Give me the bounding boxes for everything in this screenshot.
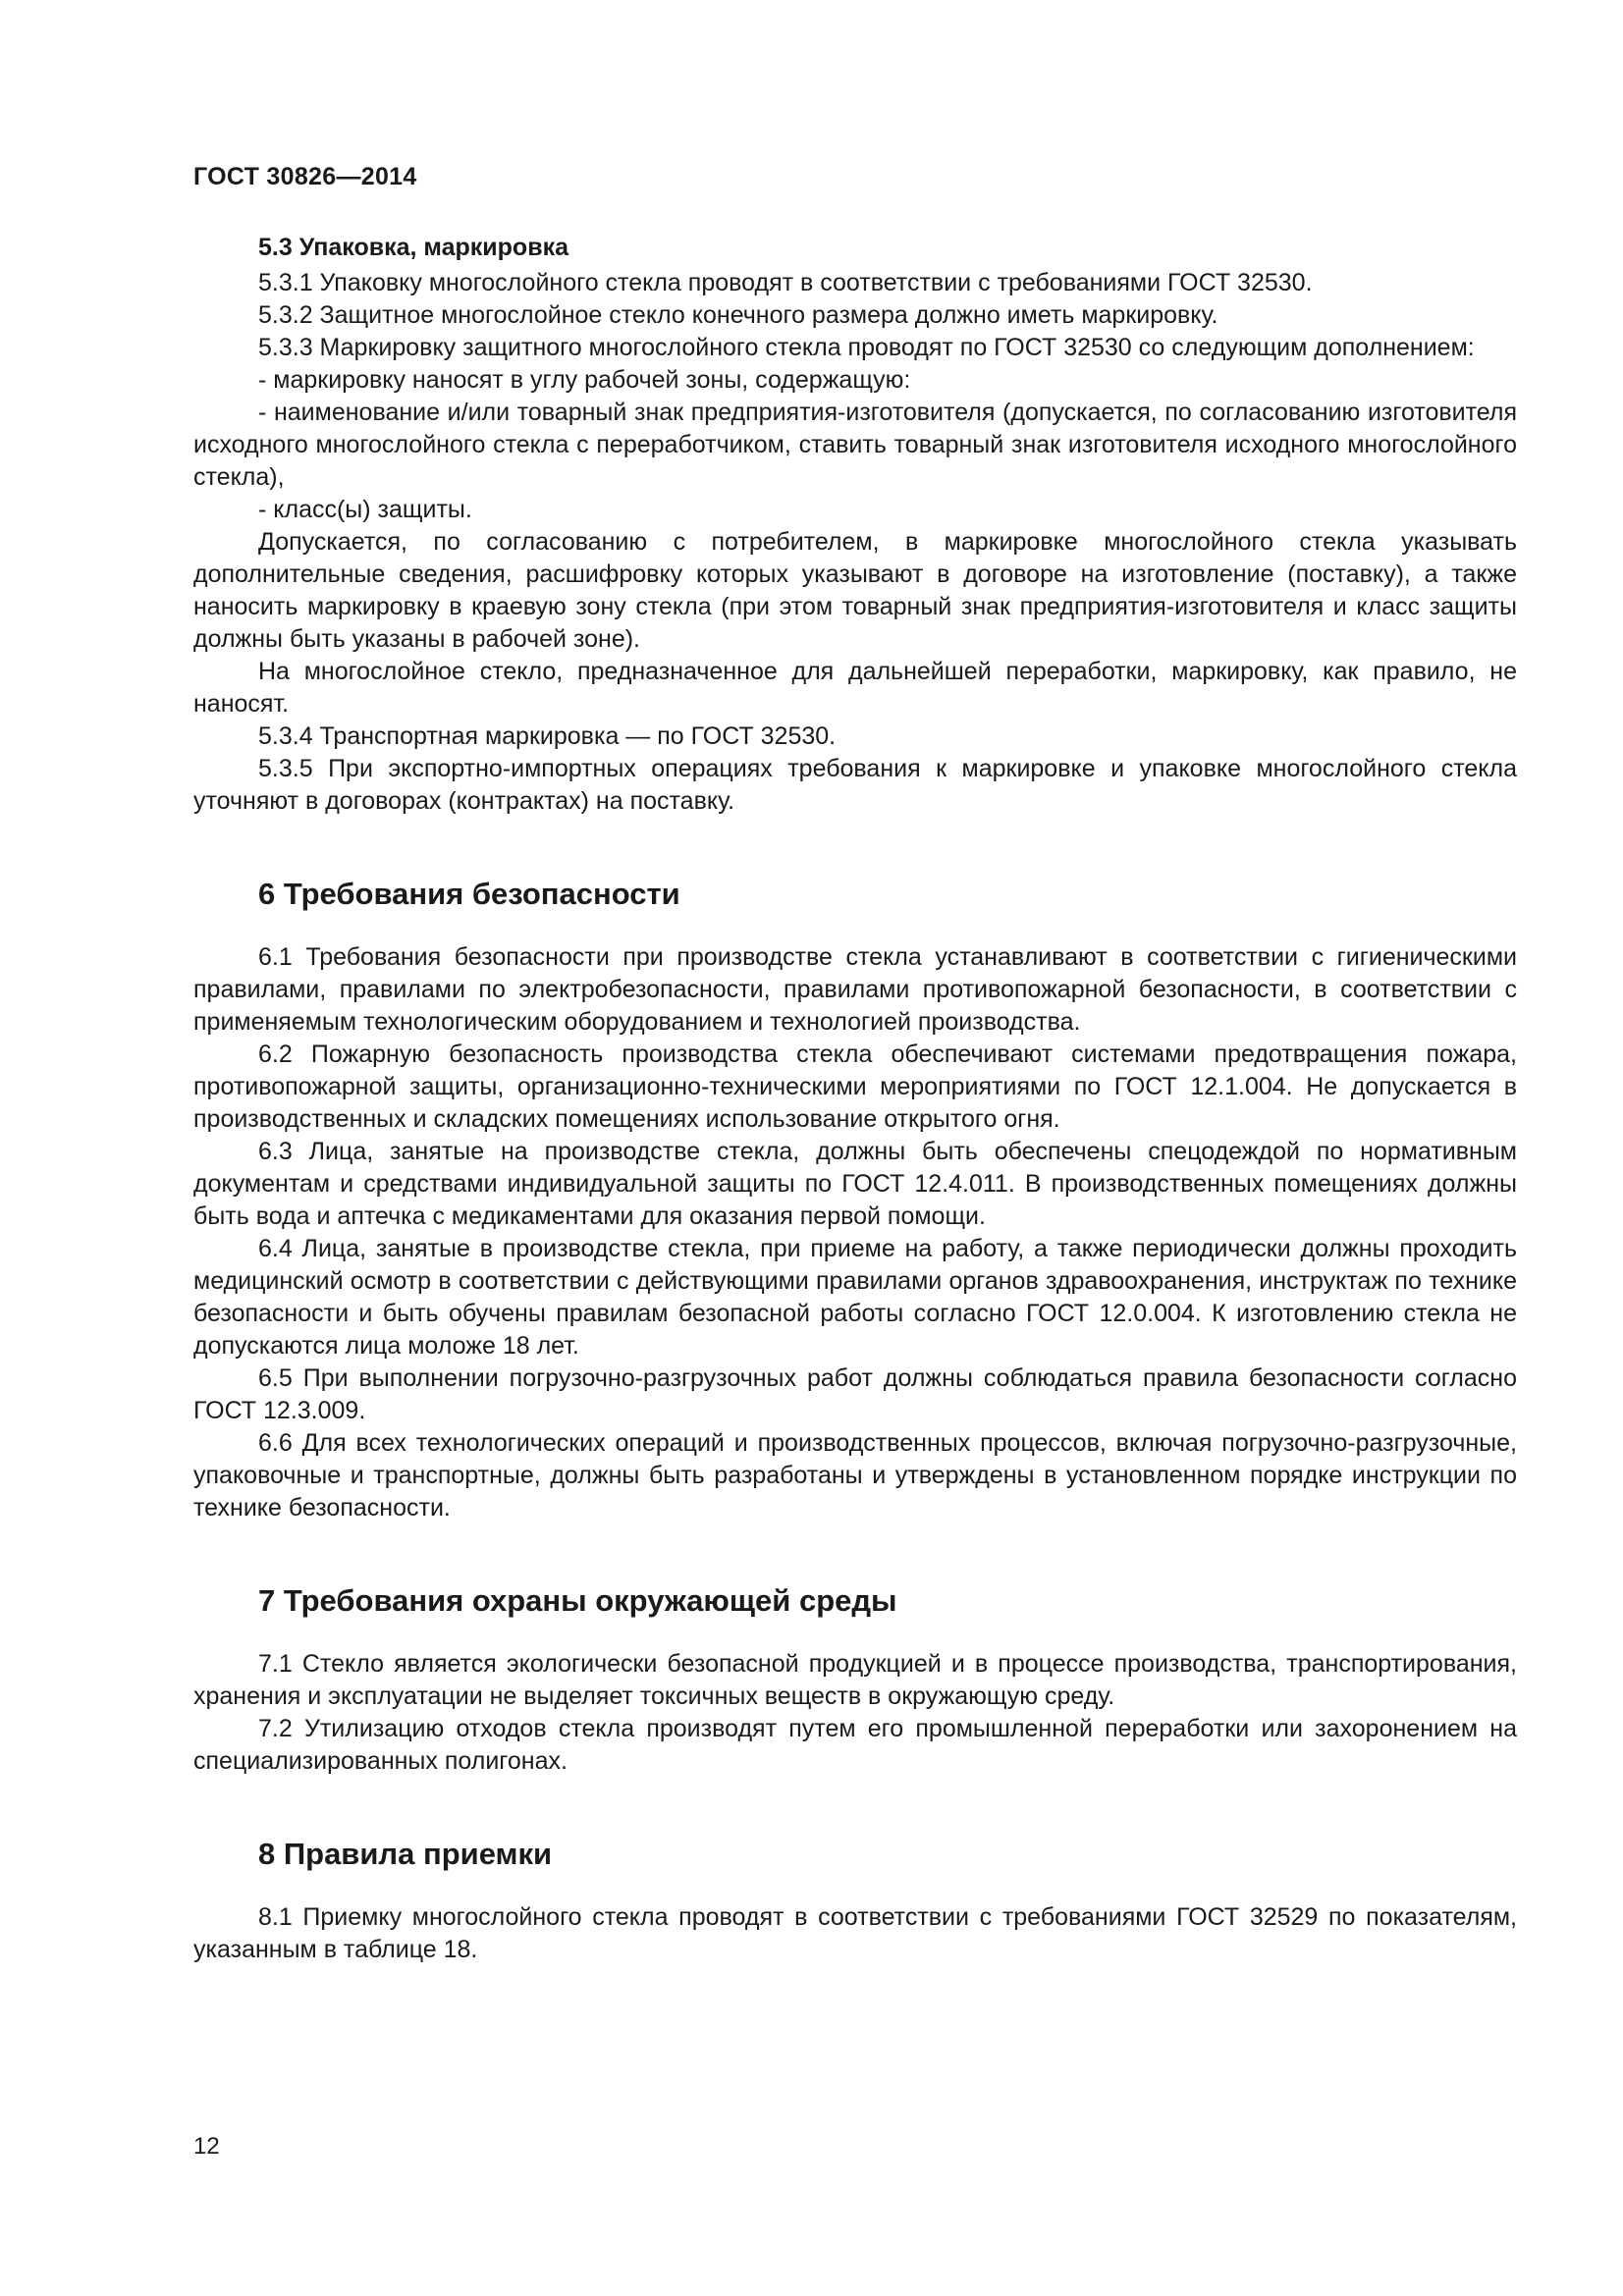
list-item-manufacturer-name: - наименование и/или товарный знак предприятия-изготовителя (допускается, по согласованию изготовителя исходного многослойного стекла с переработчиком, ставить товарный знак изготовителя исходного многослойного стекла), <box>193 399 1517 491</box>
document-body <box>193 232 1517 1966</box>
paragraph-no-marking: На многослойное стекло, предназначенное для дальнейшей переработки, маркировку, как правило, не наносят. <box>193 658 1517 718</box>
paragraph-5-3-5: 5.3.5 При экспортно-импортных операциях требования к маркировке и упаковке многослойного стекла уточняют в договорах (контрактах) на поставку. <box>193 755 1517 815</box>
list-item-protection-class: - класс(ы) защиты. <box>258 496 472 523</box>
paragraph-7-1: 7.1 Стекло является экологически безопасной продукцией и в процессе производства, транспортирования, хранения и эксплуатации не выделяет токсичных веществ в окружающую среду. <box>193 1650 1517 1710</box>
paragraph-6-6: 6.6 Для всех технологических операций и производственных процессов, включая погрузочно-разгрузочные, упаковочные и транспортные, должны быть разработаны и утверждены в установленном порядке инструкции по технике безопасности. <box>193 1429 1517 1522</box>
document-header: ГОСТ 30826—2014 <box>193 163 417 190</box>
section-title-6: 6 Требования безопасности <box>258 877 680 911</box>
paragraph-5-3-1: 5.3.1 Упаковку многослойного стекла проводят в соответствии с требованиями ГОСТ 32530. <box>258 269 1313 296</box>
paragraph-additional-info: Допускается, по согласованию с потребителем, в маркировке многослойного стекла указывать дополнительные сведения, расшифровку которых указывают в договоре на изготовление (поставку), а также наносить маркировку в краевую зону стекла (при этом товарный знак предприятия-изготовителя и класс защиты должны быть указаны в рабочей зоне). <box>193 528 1517 653</box>
paragraph-8-1: 8.1 Приемку многослойного стекла проводят в соответствии с требованиями ГОСТ 32529 по показателям, указанным в таблице 18. <box>193 1903 1517 1963</box>
section-title-7: 7 Требования охраны окружающей среды <box>258 1583 897 1618</box>
paragraph-5-3-3: 5.3.3 Маркировку защитного многослойного стекла проводят по ГОСТ 32530 со следующим дополнением: <box>258 334 1475 361</box>
list-item-marking-location: - маркировку наносят в углу рабочей зоны, содержащую: <box>258 366 911 394</box>
paragraph-6-3: 6.3 Лица, занятые на производстве стекла, должны быть обеспечены спецодеждой по нормативным документам и средствами индивидуальной защиты по ГОСТ 12.4.011. В производственных помещениях должны быть вода и аптечка с медикаментами для оказания первой помощи. <box>193 1138 1517 1230</box>
page-number: 12 <box>193 2133 220 2160</box>
paragraph-6-4: 6.4 Лица, занятые в производстве стекла, при приеме на работу, а также периодически должны проходить медицинский осмотр в соответствии с действующими правилами органов здравоохранения, инструктаж по технике безопасности и быть обучены правилам безопасной работы согласно ГОСТ 12.0.004. К изготовлению стекла не допускаются лица моложе 18 лет. <box>193 1235 1517 1360</box>
paragraph-5-3-4: 5.3.4 Транспортная маркировка — по ГОСТ 32530. <box>258 722 837 750</box>
paragraph-7-2: 7.2 Утилизацию отходов стекла производят путем его промышленной переработки или захоронением на специализированных полигонах. <box>193 1715 1517 1775</box>
paragraph-5-3-2: 5.3.2 Защитное многослойное стекло конечного размера должно иметь маркировку. <box>258 301 1218 329</box>
paragraph-6-2: 6.2 Пожарную безопасность производства стекла обеспечивают системами предотвращения пожара, противопожарной защиты, организационно-техническими мероприятиями по ГОСТ 12.1.004. Не допускается в производственных и складских помещениях использование открытого огня. <box>193 1041 1517 1133</box>
paragraph-6-1: 6.1 Требования безопасности при производстве стекла устанавливают в соответствии с гигиеническими правилами, правилами по электробезопасности, правилами противопожарной безопасности, в соответствии с применяемым технологическим оборудованием и технологией производства. <box>193 943 1517 1036</box>
subsection-title-5-3: 5.3 Упаковка, маркировка <box>258 234 568 261</box>
paragraph-6-5: 6.5 При выполнении погрузочно-разгрузочных работ должны соблюдаться правила безопасности согласно ГОСТ 12.3.009. <box>193 1364 1517 1424</box>
section-title-8: 8 Правила приемки <box>258 1837 553 1871</box>
